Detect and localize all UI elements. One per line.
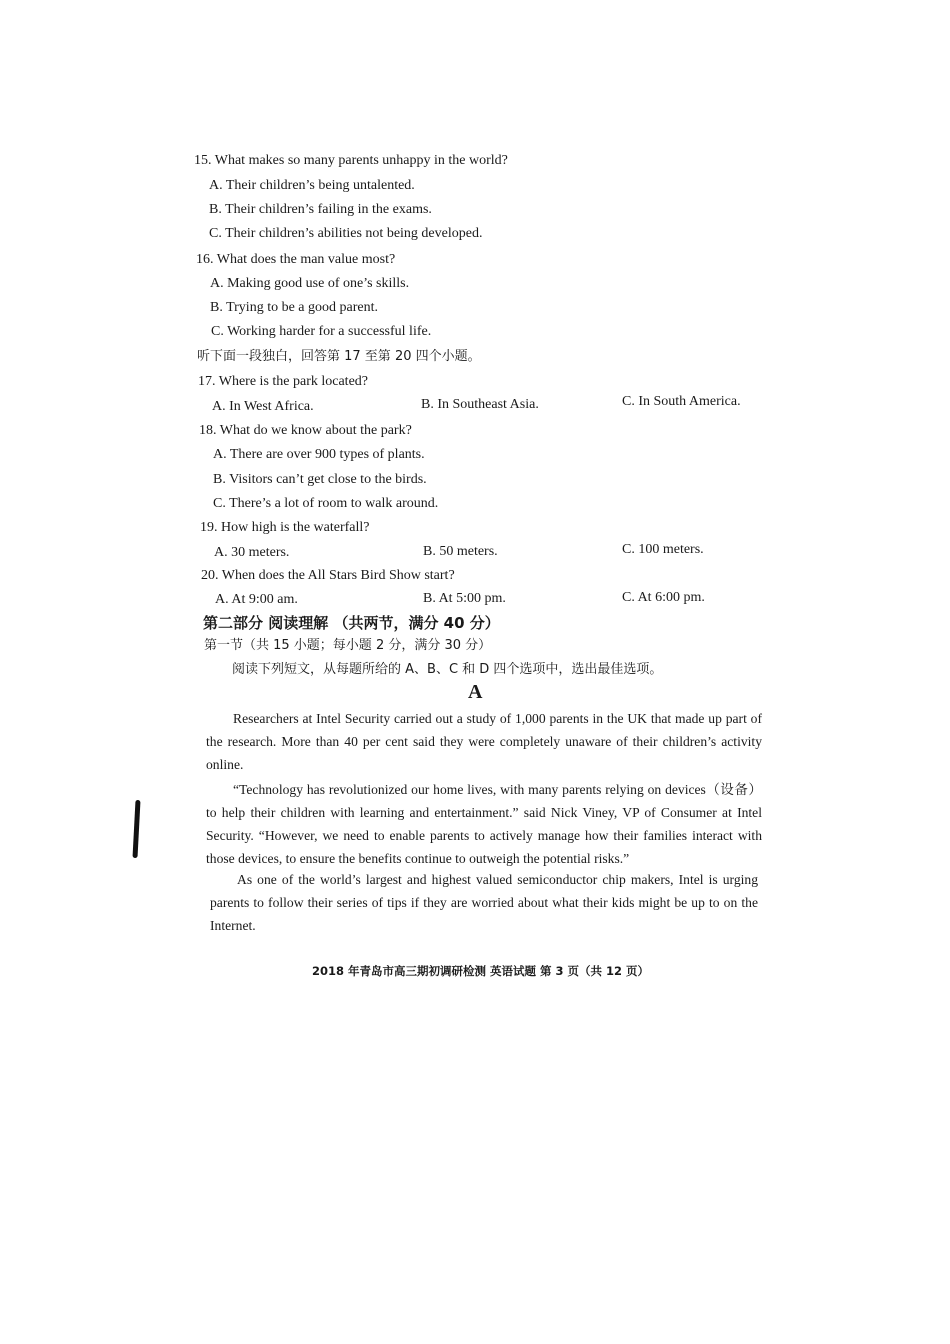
question-17-stem: 17. Where is the park located? bbox=[198, 374, 369, 389]
question-16-option-b: B. Trying to be a good parent. bbox=[210, 300, 378, 315]
reading-instruction: 阅读下列短文，从每题所给的 A、B、C 和 D 四个选项中，选出最佳选项。 bbox=[232, 662, 663, 677]
section-one-title: 第一节（共 15 小题；每小题 2 分，满分 30 分） bbox=[204, 638, 492, 653]
passage-paragraph-1 bbox=[206, 707, 762, 776]
question-20-option-b: B. At 5:00 pm. bbox=[423, 591, 506, 606]
question-19-stem: 19. How high is the waterfall? bbox=[200, 520, 370, 535]
question-17-option-b: B. In Southeast Asia. bbox=[421, 397, 539, 412]
question-16-option-c: C. Working harder for a successful life. bbox=[211, 324, 432, 339]
question-18-option-a: A. There are over 900 types of plants. bbox=[213, 447, 425, 462]
question-18-option-c: C. There’s a lot of room to walk around. bbox=[213, 496, 439, 511]
page-footer: 2018 年青岛市高三期初调研检测 英语试题 第 3 页（共 12 页） bbox=[312, 964, 650, 978]
question-19-option-b: B. 50 meters. bbox=[423, 544, 498, 559]
question-17-option-a: A. In West Africa. bbox=[212, 399, 314, 414]
question-20-option-c: C. At 6:00 pm. bbox=[622, 590, 705, 605]
question-19-option-a: A. 30 meters. bbox=[214, 545, 290, 560]
paragraph-2-text: “Technology has revolutionized our home lives, with many parents relying on devices（设备）to help their children with learning and entertainment.” said Nick Viney, VP of Consumer at Intel Security. “However, we need to enable parents to actively manage how their families interact with those devices, to ensure the benefits continue to outweigh the potential risks.” bbox=[206, 782, 762, 866]
question-19-option-c: C. 100 meters. bbox=[622, 542, 704, 557]
paragraph-1-text: Researchers at Intel Security carried out a study of 1,000 parents in the UK that made up part of the research. More than 40 per cent said they were completely unaware of their children’s activity online. bbox=[206, 711, 762, 772]
question-15-option-b: B. Their children’s failing in the exams. bbox=[209, 202, 432, 217]
question-15-stem: 15. What makes so many parents unhappy in the world? bbox=[194, 153, 508, 168]
question-18-option-b: B. Visitors can’t get close to the birds. bbox=[213, 472, 427, 487]
passage-paragraph-3 bbox=[210, 868, 758, 937]
question-15-option-c: C. Their children’s abilities not being developed. bbox=[209, 226, 483, 241]
question-20-option-a: A. At 9:00 am. bbox=[215, 592, 298, 607]
listening-instruction: 听下面一段独白，回答第 17 至第 20 四个小题。 bbox=[197, 349, 481, 364]
passage-label: A bbox=[468, 681, 483, 703]
paragraph-3-text: As one of the world’s largest and highest valued semiconductor chip makers, Intel is urging parents to follow their series of tips if they are worried about what their kids might be up to on the Internet. bbox=[210, 872, 758, 933]
question-17-option-c: C. In South America. bbox=[622, 394, 741, 409]
passage-paragraph-2 bbox=[206, 778, 762, 870]
question-16-option-a: A. Making good use of one’s skills. bbox=[210, 276, 410, 291]
question-16-stem: 16. What does the man value most? bbox=[196, 252, 396, 267]
scan-artifact-mark bbox=[132, 800, 140, 858]
part-two-title: 第二部分 阅读理解 （共两节，满分 40 分） bbox=[203, 614, 500, 632]
question-15-option-a: A. Their children’s being untalented. bbox=[209, 178, 415, 193]
question-18-stem: 18. What do we know about the park? bbox=[199, 423, 412, 438]
question-20-stem: 20. When does the All Stars Bird Show start? bbox=[201, 568, 455, 583]
